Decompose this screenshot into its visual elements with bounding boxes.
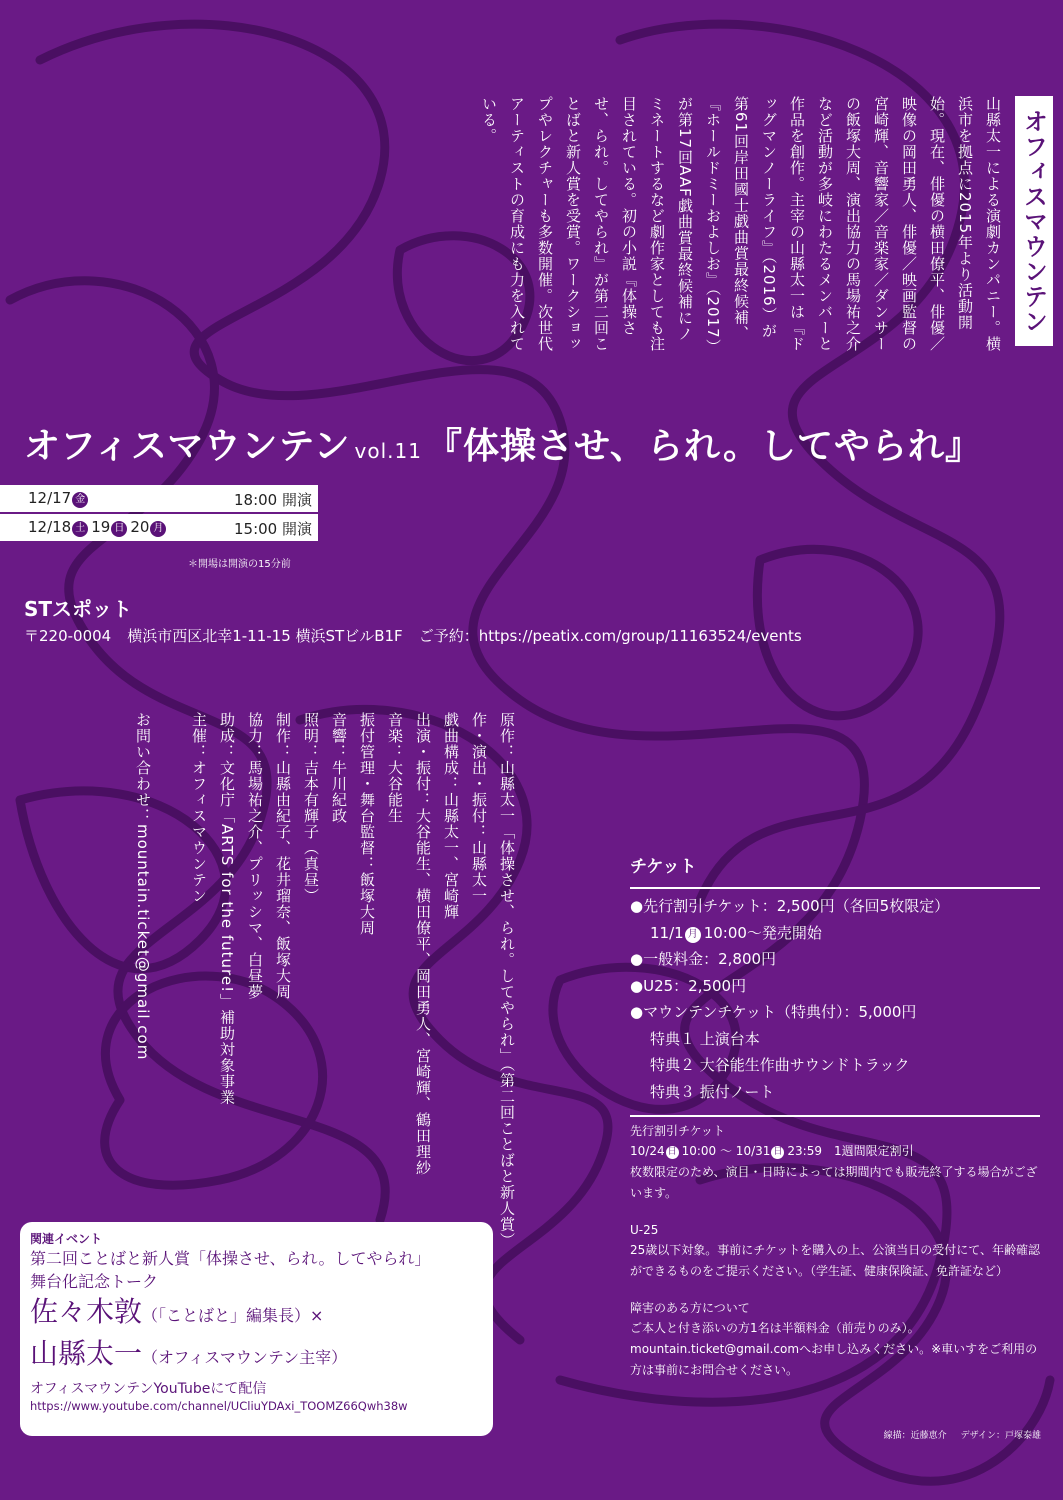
related-event-box (20, 1222, 493, 1436)
reservation-link[interactable]: ご予約：https://peatix.com/group/11163524/events (418, 627, 802, 645)
open-note: ＊開場は開演の15分前 (188, 559, 291, 570)
date-text: 20 (130, 518, 150, 536)
ticket-item: ●先行割引チケット：2,500円（各回5枚限定） (630, 897, 950, 915)
divider (630, 1115, 1040, 1117)
youtube-note: オフィスマウンテンYouTubeにて配信 (30, 1381, 267, 1397)
date-row-1 (0, 485, 318, 512)
credit-line: 作・演出・振付：山縣太一 (470, 712, 488, 904)
speaker-1: 佐々木敦（「ことばと」編集長）× (30, 1295, 324, 1328)
note-title: U-25 (630, 1223, 659, 1237)
credit-line: 協力：馬場祐之介、プリッシマ、白昼夢 (246, 712, 264, 1000)
ticket-item: ●マウンテンチケット（特典付）：5,000円 (630, 1003, 917, 1021)
bonus-item: 特典１ 上演台本 (650, 1029, 760, 1048)
illustration-credit: 線描：近藤恵介 (883, 1431, 947, 1441)
event-title (24, 418, 982, 469)
design-credit: デザイン：戸塚泰雄 (960, 1431, 1041, 1441)
note-body: 枚数限定のため、演目・日時によっては期間内でも販売終了する場合がございます。 (630, 1165, 1038, 1200)
note-title: 障害のある方について (630, 1301, 750, 1315)
credit-line: 音響：牛川紀政 (330, 712, 348, 824)
note-title: 先行割引チケット (630, 1124, 725, 1138)
bonus-item: 特典２ 大谷能生作曲サウンドトラック (650, 1056, 910, 1074)
ticket-item: ●一般料金：2,800円 (630, 950, 777, 968)
advance-period: 10/24 日 10:00 〜 10/31 日 23:59 1週間限定割引 (630, 1144, 914, 1158)
related-label: 関連イベント (30, 1232, 103, 1246)
ticket-section (630, 852, 1040, 1381)
note-body: ご本人と付き添いの方1名は半額料金（前売りのみ）。mountain.ticket@gmail.comへお申し込みください。※車いすをご利用の方は事前にお問合せください。 (630, 1321, 1038, 1377)
title-vol: vol.11 (354, 439, 422, 463)
speaker-2: 山縣太一（オフィスマウンテン主宰） (30, 1337, 348, 1370)
credit-line: 制作：山縣由紀子、花井瑠奈、飯塚大周 (274, 712, 292, 1000)
note-body: 25歳以下対象。事前にチケットを購入の上、公演当日の受付にて、年齢確認ができるものをご提示ください。（学生証、健康保険証、免許証など） (630, 1243, 1040, 1278)
title-play: 『体操させ、られ。してやられ』 (425, 426, 983, 467)
postal-code: 〒220-0004 (24, 627, 112, 645)
date-text: 19 (91, 518, 111, 536)
weekday-badge: 金 (72, 492, 88, 508)
about-title: オフィスマウンテン (1015, 96, 1053, 346)
ticket-item: ●U25：2,500円 (630, 976, 747, 995)
date-text: 12/18 (28, 518, 72, 536)
weekday-badge: 土 (72, 521, 88, 537)
contact-line[interactable]: お問い合わせ：mountain.ticket@gmail.com (134, 712, 152, 1061)
credit-line: 音楽：大谷能生 (386, 712, 404, 824)
credit-line: 出演・振付：大谷能生、横田僚平、岡田勇人、宮崎輝、鶴田理紗 (414, 712, 432, 1176)
credit-line: 原作：山縣太一「体操させ、られ。してやられ」（第二回ことばと新人賞） (498, 712, 516, 1249)
ticket-title: チケット (630, 852, 1040, 889)
start-time: 18:00 開演 (234, 491, 312, 509)
venue-address (24, 625, 818, 646)
date-text: 12/17 (28, 489, 72, 507)
credit-line: 主催：オフィスマウンテン (190, 712, 208, 904)
bonus-item: 特典３ 振付ノート (650, 1082, 775, 1101)
weekday-badge: 月 (685, 927, 701, 943)
about-text: 山縣太一による演劇カンパニー。横浜市を拠点に2015年より活動開始。現在、俳優の横田僚平、俳優／映像の岡田勇人、俳優／映画監督の宮崎輝、音響家／音楽家／ダンサーの飯塚大周、演出協力の馬場祐之介など活動が多岐にわたるメンバーと作品を創作。主宰の山縣太一は『ドッグマンノーライフ』（2016）が第61回岸田國士戯曲賞最終候補、『ホールドミーおよしお』（2017）が第17回AAF戯曲賞最終候補にノミネートするなど劇作家としても注目されている。初の小説『体操させ、られ。してやられ』が第二回ことばと新人賞を受賞。ワークショップやレクチャーも多数開催。次世代アーティストの育成にも力を入れている。 (480, 96, 1002, 352)
related-line: 舞台化記念トーク (30, 1272, 159, 1291)
weekday-badge: 日 (667, 1147, 677, 1157)
title-company: オフィスマウンテン (24, 426, 351, 467)
youtube-link[interactable]: https://www.youtube.com/channel/UCliuYDAxi_TOOMZ66Qwh38w (30, 1399, 408, 1413)
date-row-2 (0, 514, 318, 541)
venue-name: STスポット (24, 597, 133, 621)
related-line: 第二回ことばと新人賞「体操させ、られ。してやられ」 (30, 1249, 431, 1268)
start-time: 15:00 開演 (234, 520, 312, 538)
credit-line: 戯曲構成：山縣太一、宮崎輝 (442, 712, 460, 920)
credit-spacer (157, 712, 185, 1242)
credit-line: 助成：文化庁「ARTS for the future!」補助対象事業 (218, 712, 236, 1106)
credit-line: 照明：吉本有輝子（真昼） (302, 712, 320, 904)
footer-credits (870, 1428, 1041, 1441)
weekday-badge: 月 (150, 521, 166, 537)
weekday-badge: 日 (773, 1147, 783, 1157)
weekday-badge: 日 (111, 521, 127, 537)
credits (129, 712, 521, 1249)
credit-line: 振付管理・舞台監督：飯塚大周 (358, 712, 376, 936)
presale-date: 11/1 月 10:00〜発売開始 (650, 923, 822, 942)
address: 横浜市西区北幸1-11-15 横浜STビルB1F (127, 627, 403, 645)
